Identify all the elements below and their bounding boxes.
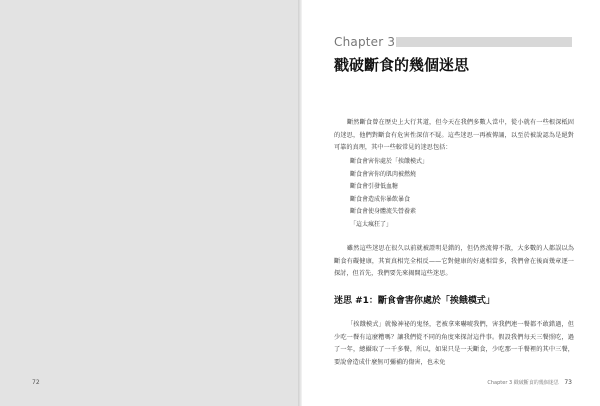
myth-list bbox=[350, 156, 428, 231]
section-heading: 迷思 #1：斷食會害你處於「挨餓模式」 bbox=[334, 296, 495, 306]
right-page-number: 73 bbox=[564, 379, 572, 386]
footer-chapter: Chapter 3 bbox=[487, 380, 513, 386]
page-footer bbox=[487, 379, 572, 387]
myth-list-item: 斷食會使身體流失營養素 bbox=[350, 208, 417, 215]
right-page bbox=[302, 0, 600, 406]
chapter-decorative-bar bbox=[396, 37, 572, 47]
chapter-title: 戳破斷食的幾個迷思 bbox=[334, 56, 470, 74]
left-page-number: 72 bbox=[32, 379, 40, 386]
myth-list-item: 斷食會害你處於「挨餓模式」 bbox=[350, 158, 429, 165]
chapter-label: Chapter 3 bbox=[334, 35, 396, 49]
myth-list-item: 「這太瘋狂了」 bbox=[350, 220, 393, 228]
intro-paragraph: 斷然斷食曾在歷史上大行其道，但今天在我們多數人當中，從小就有一些根深柢固的迷思，他們對斷食有危害性深信不疑。這些迷思一再被傳誦，以至於被說認為是絕對可靠的真理，其中一些較常見的迷思包括： bbox=[334, 119, 574, 151]
body-paragraph: 雖然這些迷思在很久以前就被證明是錯的，但仍然流傳不散，大多數的人都誤以為斷食有礙健康，其實真相完全相反——它對健康的好處相當多，我們會在後面幾章逐一探討，但首先，我們要先來揭開這些迷思。 bbox=[334, 245, 574, 277]
footer-title: 戳破斷食的幾個迷思 bbox=[513, 380, 559, 386]
myth-list-item: 斷食會引發低血糖 bbox=[350, 183, 399, 190]
myth-list-item: 斷食會害你的肌肉被燃燒 bbox=[350, 170, 417, 178]
chapter-header bbox=[334, 34, 574, 50]
myth-list-item: 斷食會造成你暴飲暴食 bbox=[350, 195, 411, 203]
body-paragraph: 「挨餓模式」就像神祕的鬼怪，老被拿來嚇唬我們，害我們連一餐都不敢錯過，但少吃一餐有這麼糟嗎？讓我們從不同的角度來探討這件事。假設我們每天三餐照吃，過了一年，總攝取了一千多餐，所以，如果只是一天斷食，少吃那一千餐裡的其中三餐，要說會造成什麼無可彌補的傷害，也未免 bbox=[334, 321, 574, 366]
